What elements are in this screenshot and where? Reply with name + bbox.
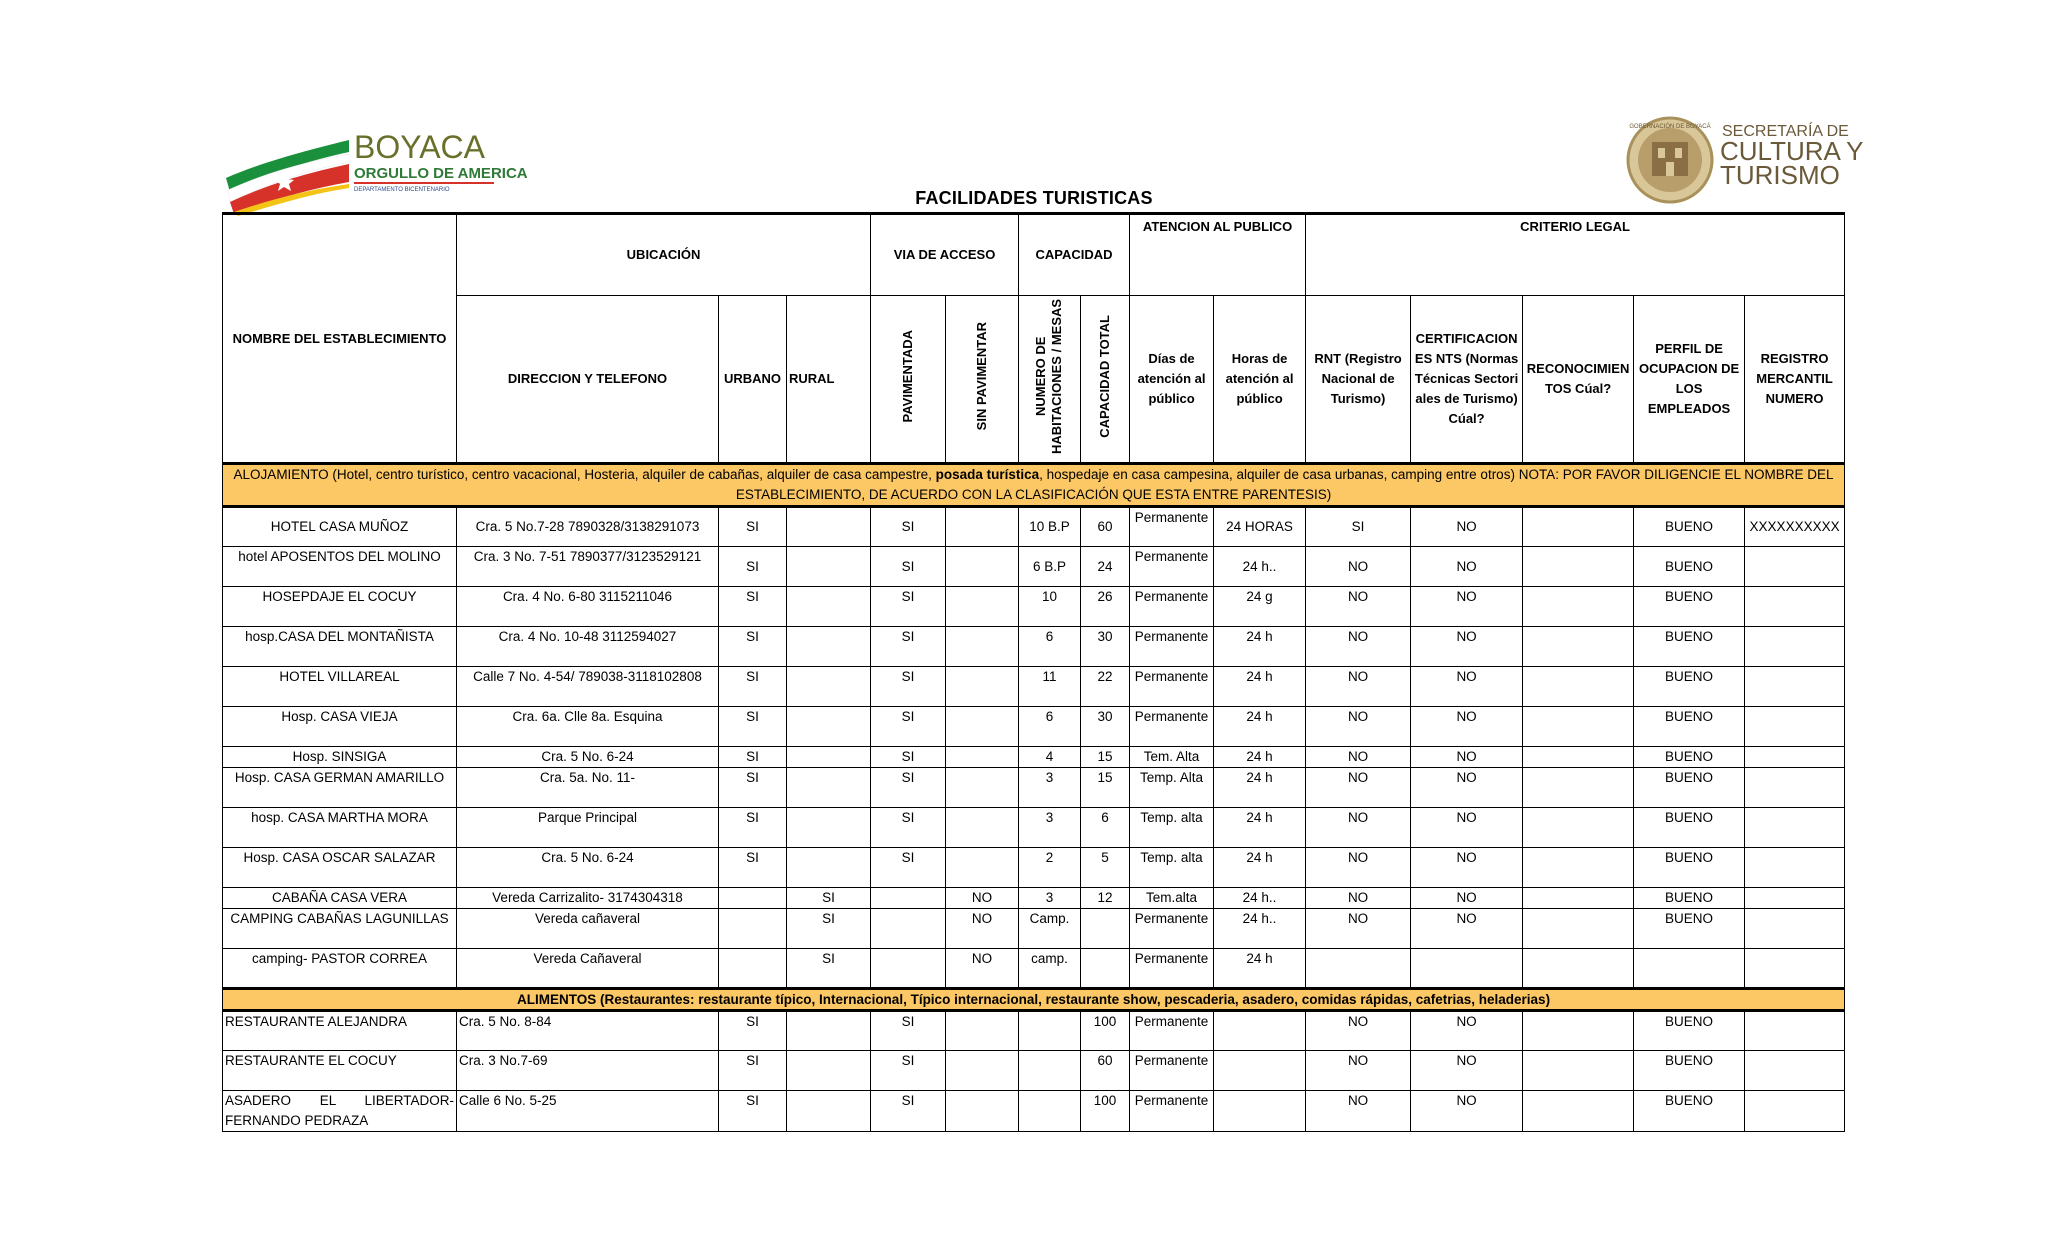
cell-urbano: SI [719, 1011, 787, 1051]
cell-sin-pavimentar [946, 507, 1019, 547]
cell-perfil: BUENO [1634, 1091, 1745, 1132]
cell-sin-pavimentar: NO [946, 909, 1019, 949]
col-criterio: CRITERIO LEGAL [1306, 214, 1845, 296]
cell-urbano [719, 888, 787, 909]
cell-nombre: CAMPING CABAÑAS LAGUNILLAS [223, 909, 457, 949]
cell-urbano: SI [719, 1091, 787, 1132]
cell-horas: 24 h [1214, 707, 1306, 747]
cell-urbano [719, 909, 787, 949]
cell-horas [1214, 1011, 1306, 1051]
cell-direccion: Cra. 5 No. 6-24 [457, 848, 719, 888]
seal-text: GOBERNACIÓN DE BOYACÁ [1629, 124, 1711, 130]
cell-nombre: hosp. CASA MARTHA MORA [223, 808, 457, 848]
cell-urbano: SI [719, 707, 787, 747]
cell-horas: 24 HORAS [1214, 507, 1306, 547]
cell-reconocimientos [1523, 888, 1634, 909]
cell-perfil: BUENO [1634, 888, 1745, 909]
cell-perfil: BUENO [1634, 587, 1745, 627]
cell-urbano: SI [719, 587, 787, 627]
cell-dias: Permanente [1130, 909, 1214, 949]
cell-capacidad-total: 30 [1081, 707, 1130, 747]
cell-registro [1745, 808, 1845, 848]
cell-urbano: SI [719, 1051, 787, 1091]
cell-urbano: SI [719, 808, 787, 848]
cell-dias: Permanente [1130, 1091, 1214, 1132]
cell-certificaciones: NO [1411, 768, 1523, 808]
cell-rnt: NO [1306, 547, 1411, 587]
cell-reconocimientos [1523, 587, 1634, 627]
cell-certificaciones: NO [1411, 848, 1523, 888]
cell-registro [1745, 667, 1845, 707]
cell-rural [787, 848, 871, 888]
cell-habitaciones: Camp. [1019, 909, 1081, 949]
cell-dias: Permanente [1130, 547, 1214, 587]
cell-certificaciones: NO [1411, 587, 1523, 627]
col-habitaciones: NUMERO DE HABITACIONES / MESAS [1019, 296, 1081, 464]
cell-certificaciones: NO [1411, 547, 1523, 587]
cell-direccion: Cra. 3 No.7-69 [457, 1051, 719, 1091]
cell-reconocimientos [1523, 667, 1634, 707]
cell-capacidad-total [1081, 949, 1130, 989]
cell-nombre: hotel APOSENTOS DEL MOLINO [223, 547, 457, 587]
secretaria-line1: SECRETARÍA DE [1722, 123, 1849, 140]
cell-dias: Permanente [1130, 707, 1214, 747]
cell-nombre: ASADERO EL LIBERTADOR- FERNANDO PEDRAZA [223, 1091, 457, 1132]
col-rural: RURAL [787, 296, 871, 464]
cell-capacidad-total: 6 [1081, 808, 1130, 848]
cell-sin-pavimentar [946, 667, 1019, 707]
cell-certificaciones: NO [1411, 747, 1523, 768]
cell-rnt: NO [1306, 808, 1411, 848]
cell-perfil: BUENO [1634, 848, 1745, 888]
cell-nombre: hosp.CASA DEL MONTAÑISTA [223, 627, 457, 667]
cell-rural [787, 587, 871, 627]
orgullo-word: ORGULLO DE AMERICA [354, 165, 528, 182]
cell-perfil: BUENO [1634, 747, 1745, 768]
cell-reconocimientos [1523, 747, 1634, 768]
cell-registro [1745, 909, 1845, 949]
cell-reconocimientos [1523, 1051, 1634, 1091]
cell-habitaciones: 3 [1019, 888, 1081, 909]
cell-dias: Permanente [1130, 1011, 1214, 1051]
cell-horas: 24 h [1214, 768, 1306, 808]
cell-dias: Permanente [1130, 949, 1214, 989]
cell-certificaciones: NO [1411, 909, 1523, 949]
cell-rnt: NO [1306, 888, 1411, 909]
cell-registro [1745, 768, 1845, 808]
cell-capacidad-total [1081, 909, 1130, 949]
cell-registro: XXXXXXXXXX [1745, 507, 1845, 547]
cell-nombre: Hosp. SINSIGA [223, 747, 457, 768]
cell-rnt: NO [1306, 747, 1411, 768]
cell-reconocimientos [1523, 768, 1634, 808]
cell-capacidad-total: 60 [1081, 507, 1130, 547]
cell-capacidad-total: 24 [1081, 547, 1130, 587]
cell-direccion: Cra. 6a. Clle 8a. Esquina [457, 707, 719, 747]
page-title: FACILIDADES TURISTICAS [915, 188, 1153, 208]
cell-habitaciones: 11 [1019, 667, 1081, 707]
cell-horas: 24 h.. [1214, 888, 1306, 909]
cell-registro [1745, 747, 1845, 768]
col-sin-pavimentar: SIN PAVIMENTAR [946, 296, 1019, 464]
table-row [223, 949, 1845, 989]
cell-horas [1214, 1051, 1306, 1091]
cell-rnt: NO [1306, 667, 1411, 707]
cell-sin-pavimentar [946, 768, 1019, 808]
col-urbano: URBANO [719, 296, 787, 464]
cell-rural [787, 1051, 871, 1091]
cell-dias: Permanente [1130, 1051, 1214, 1091]
cell-direccion: Cra. 3 No. 7-51 7890377/3123529121 [457, 547, 719, 587]
cell-capacidad-total: 5 [1081, 848, 1130, 888]
cell-rnt: NO [1306, 768, 1411, 808]
table-row [223, 627, 1845, 667]
cell-capacidad-total: 60 [1081, 1051, 1130, 1091]
cell-registro [1745, 1091, 1845, 1132]
cell-reconocimientos [1523, 949, 1634, 989]
cell-pavimentada [871, 949, 946, 989]
table-row [223, 1011, 1845, 1051]
cell-reconocimientos [1523, 1011, 1634, 1051]
cell-certificaciones: NO [1411, 808, 1523, 848]
cell-sin-pavimentar [946, 707, 1019, 747]
bicentenario-word: DEPARTAMENTO BICENTENARIO [354, 187, 450, 193]
col-certificaciones: CERTIFICACIONES NTS (Normas Técnicas Sectoriales de Turismo) Cúal? [1411, 296, 1523, 464]
cell-capacidad-total: 100 [1081, 1011, 1130, 1051]
cell-reconocimientos [1523, 707, 1634, 747]
table-row [223, 808, 1845, 848]
cell-pavimentada: SI [871, 747, 946, 768]
cell-direccion: Vereda Carrizalito- 3174304318 [457, 888, 719, 909]
cell-habitaciones [1019, 1011, 1081, 1051]
cell-nombre: RESTAURANTE ALEJANDRA [223, 1011, 457, 1051]
col-nombre: NOMBRE DEL ESTABLECIMIENTO [223, 214, 457, 464]
cell-direccion: Cra. 4 No. 6-80 3115211046 [457, 587, 719, 627]
cell-certificaciones: NO [1411, 1011, 1523, 1051]
cell-reconocimientos [1523, 627, 1634, 667]
cell-dias: Permanente [1130, 507, 1214, 547]
cell-sin-pavimentar [946, 747, 1019, 768]
cell-pavimentada: SI [871, 547, 946, 587]
cell-direccion: Vereda Cañaveral [457, 949, 719, 989]
cell-habitaciones [1019, 1051, 1081, 1091]
col-atencion: ATENCION AL PUBLICO [1130, 214, 1306, 296]
cell-rural [787, 707, 871, 747]
cell-perfil: BUENO [1634, 808, 1745, 848]
cell-registro [1745, 888, 1845, 909]
cell-nombre: HOTEL CASA MUÑOZ [223, 507, 457, 547]
cell-direccion: Parque Principal [457, 808, 719, 848]
cell-certificaciones: NO [1411, 507, 1523, 547]
cell-registro [1745, 949, 1845, 989]
cell-perfil: BUENO [1634, 507, 1745, 547]
cell-habitaciones: 3 [1019, 808, 1081, 848]
cell-pavimentada: SI [871, 587, 946, 627]
cell-horas: 24 h [1214, 667, 1306, 707]
cell-perfil: BUENO [1634, 667, 1745, 707]
table-row [223, 1091, 1845, 1132]
boyaca-word: BOYACA [354, 129, 485, 165]
cell-sin-pavimentar: NO [946, 949, 1019, 989]
cell-certificaciones: NO [1411, 888, 1523, 909]
cell-sin-pavimentar [946, 587, 1019, 627]
table-row [223, 909, 1845, 949]
cell-rural: SI [787, 888, 871, 909]
cell-rural [787, 747, 871, 768]
cell-horas: 24 g [1214, 587, 1306, 627]
cell-pavimentada: SI [871, 1051, 946, 1091]
cell-rnt: NO [1306, 848, 1411, 888]
cell-reconocimientos [1523, 909, 1634, 949]
cell-perfil: BUENO [1634, 768, 1745, 808]
cell-rnt: NO [1306, 587, 1411, 627]
table-row [223, 768, 1845, 808]
cell-direccion: Cra. 5 No. 6-24 [457, 747, 719, 768]
cell-nombre: Hosp. CASA GERMAN AMARILLO [223, 768, 457, 808]
cell-pavimentada: SI [871, 1011, 946, 1051]
cell-capacidad-total: 26 [1081, 587, 1130, 627]
cell-reconocimientos [1523, 808, 1634, 848]
cell-dias: Permanente [1130, 587, 1214, 627]
cell-certificaciones [1411, 949, 1523, 989]
cell-sin-pavimentar [946, 1091, 1019, 1132]
tourism-facilities-table [222, 212, 1845, 1132]
cell-rnt [1306, 949, 1411, 989]
cell-reconocimientos [1523, 848, 1634, 888]
col-via: VIA DE ACCESO [871, 214, 1019, 296]
cell-sin-pavimentar [946, 547, 1019, 587]
col-horas: Horas de atención al público [1214, 296, 1306, 464]
cell-perfil: BUENO [1634, 547, 1745, 587]
table-row [223, 507, 1845, 547]
cell-rural [787, 547, 871, 587]
cell-habitaciones: 10 B.P [1019, 507, 1081, 547]
cell-pavimentada: SI [871, 627, 946, 667]
cell-registro [1745, 627, 1845, 667]
cell-certificaciones: NO [1411, 627, 1523, 667]
cell-certificaciones: NO [1411, 667, 1523, 707]
cell-registro [1745, 1011, 1845, 1051]
cell-horas: 24 h.. [1214, 547, 1306, 587]
table-row [223, 888, 1845, 909]
secretaria-line3: TURISMO [1720, 160, 1840, 190]
cell-perfil: BUENO [1634, 1011, 1745, 1051]
cell-rnt: NO [1306, 707, 1411, 747]
table-row [223, 547, 1845, 587]
cell-habitaciones: 2 [1019, 848, 1081, 888]
cell-urbano: SI [719, 747, 787, 768]
cell-certificaciones: NO [1411, 1051, 1523, 1091]
cell-capacidad-total: 100 [1081, 1091, 1130, 1132]
cell-dias: Permanente [1130, 667, 1214, 707]
col-perfil: PERFIL DE OCUPACION DE LOS EMPLEADOS [1634, 296, 1745, 464]
cell-sin-pavimentar [946, 848, 1019, 888]
cell-direccion: Cra. 5 No.7-28 7890328/3138291073 [457, 507, 719, 547]
cell-habitaciones: 4 [1019, 747, 1081, 768]
cell-direccion: Cra. 4 No. 10-48 3112594027 [457, 627, 719, 667]
cell-registro [1745, 848, 1845, 888]
cell-habitaciones: 6 [1019, 627, 1081, 667]
cell-direccion: Cra. 5 No. 8-84 [457, 1011, 719, 1051]
cell-perfil: BUENO [1634, 1051, 1745, 1091]
cell-certificaciones: NO [1411, 1091, 1523, 1132]
cell-urbano: SI [719, 507, 787, 547]
section-alimentos: ALIMENTOS (Restaurantes: restaurante típico, Internacional, Típico internacional, restaurante show, pescaderia, asadero, comidas rápidas, cafetrias, heladerias) [223, 989, 1845, 1011]
cell-rural [787, 1011, 871, 1051]
table-row [223, 848, 1845, 888]
cell-pavimentada: SI [871, 1091, 946, 1132]
cell-pavimentada: SI [871, 768, 946, 808]
cell-registro [1745, 1051, 1845, 1091]
cell-dias: Temp. Alta [1130, 768, 1214, 808]
table-row [223, 667, 1845, 707]
cell-urbano: SI [719, 547, 787, 587]
cell-urbano: SI [719, 848, 787, 888]
cell-rural [787, 808, 871, 848]
cell-capacidad-total: 15 [1081, 747, 1130, 768]
cell-sin-pavimentar [946, 808, 1019, 848]
cell-capacidad-total: 30 [1081, 627, 1130, 667]
cell-certificaciones: NO [1411, 707, 1523, 747]
col-capacidad: CAPACIDAD [1019, 214, 1130, 296]
cell-nombre: camping- PASTOR CORREA [223, 949, 457, 989]
table-row [223, 1051, 1845, 1091]
cell-direccion: Calle 6 No. 5-25 [457, 1091, 719, 1132]
cell-habitaciones: 10 [1019, 587, 1081, 627]
col-ubicacion: UBICACIÓN [457, 214, 871, 296]
cell-registro [1745, 707, 1845, 747]
col-pavimentada: PAVIMENTADA [871, 296, 946, 464]
col-rnt: RNT (Registro Nacional de Turismo) [1306, 296, 1411, 464]
cell-horas: 24 h [1214, 627, 1306, 667]
cell-perfil: BUENO [1634, 909, 1745, 949]
col-reconocimientos: RECONOCIMIENTOS Cúal? [1523, 296, 1634, 464]
cell-dias: Tem. Alta [1130, 747, 1214, 768]
cell-perfil [1634, 949, 1745, 989]
cell-horas: 24 h [1214, 848, 1306, 888]
cell-horas [1214, 1091, 1306, 1132]
cell-rural [787, 768, 871, 808]
cell-capacidad-total: 22 [1081, 667, 1130, 707]
cell-nombre: Hosp. CASA OSCAR SALAZAR [223, 848, 457, 888]
cell-direccion: Cra. 5a. No. 11- [457, 768, 719, 808]
cell-urbano: SI [719, 768, 787, 808]
cell-pavimentada: SI [871, 808, 946, 848]
cell-rural [787, 667, 871, 707]
cell-capacidad-total: 12 [1081, 888, 1130, 909]
cell-nombre: CABAÑA CASA VERA [223, 888, 457, 909]
cell-horas: 24 h.. [1214, 909, 1306, 949]
cell-reconocimientos [1523, 507, 1634, 547]
cell-rnt: NO [1306, 627, 1411, 667]
cell-sin-pavimentar [946, 627, 1019, 667]
cell-perfil: BUENO [1634, 627, 1745, 667]
cell-habitaciones: 6 B.P [1019, 547, 1081, 587]
cell-capacidad-total: 15 [1081, 768, 1130, 808]
cell-pavimentada [871, 888, 946, 909]
cell-rural: SI [787, 909, 871, 949]
cell-rural [787, 1091, 871, 1132]
cell-urbano: SI [719, 667, 787, 707]
secretaria-line2: CULTURA Y [1720, 136, 1864, 166]
cell-reconocimientos [1523, 547, 1634, 587]
cell-pavimentada: SI [871, 848, 946, 888]
cell-rnt: SI [1306, 507, 1411, 547]
cell-habitaciones: 3 [1019, 768, 1081, 808]
cell-habitaciones [1019, 1091, 1081, 1132]
cell-habitaciones: camp. [1019, 949, 1081, 989]
cell-dias: Permanente [1130, 627, 1214, 667]
cell-urbano: SI [719, 627, 787, 667]
cell-registro [1745, 587, 1845, 627]
cell-dias: Temp. alta [1130, 848, 1214, 888]
cell-rural [787, 507, 871, 547]
section-alojamiento: ALOJAMIENTO (Hotel, centro turístico, centro vacacional, Hosteria, alquiler de cabañas, alquiler de casa campestre, posada turística, hospedaje en casa campesina, alquiler de casa urbanas, camping entre otros) NOTA: POR FAVOR DILIGENCIE EL NOMBRE DEL ESTABLECIMIENTO, DE ACUERDO CON LA CLASIFICACIÓN QUE ESTA ENTRE PARENTESIS) [223, 464, 1845, 507]
cell-horas: 24 h [1214, 747, 1306, 768]
cell-pavimentada: SI [871, 707, 946, 747]
cell-nombre: HOSEPDAJE EL COCUY [223, 587, 457, 627]
cell-rnt: NO [1306, 1011, 1411, 1051]
cell-rural [787, 627, 871, 667]
cell-sin-pavimentar [946, 1011, 1019, 1051]
cell-nombre: Hosp. CASA VIEJA [223, 707, 457, 747]
cell-perfil: BUENO [1634, 707, 1745, 747]
cell-sin-pavimentar: NO [946, 888, 1019, 909]
cell-nombre: HOTEL VILLAREAL [223, 667, 457, 707]
cell-rnt: NO [1306, 909, 1411, 949]
cell-direccion: Calle 7 No. 4-54/ 789038-3118102808 [457, 667, 719, 707]
cell-pavimentada: SI [871, 667, 946, 707]
table-row [223, 587, 1845, 627]
cell-direccion: Vereda cañaveral [457, 909, 719, 949]
cell-nombre: RESTAURANTE EL COCUY [223, 1051, 457, 1091]
col-direccion: DIRECCION Y TELEFONO [457, 296, 719, 464]
cell-sin-pavimentar [946, 1051, 1019, 1091]
cell-pavimentada: SI [871, 507, 946, 547]
cell-dias: Tem.alta [1130, 888, 1214, 909]
cell-horas: 24 h [1214, 949, 1306, 989]
col-registro: REGISTRO MERCANTIL NUMERO [1745, 296, 1845, 464]
cell-urbano [719, 949, 787, 989]
cell-registro [1745, 547, 1845, 587]
cell-pavimentada [871, 909, 946, 949]
table-row [223, 707, 1845, 747]
cell-habitaciones: 6 [1019, 707, 1081, 747]
table-row [223, 747, 1845, 768]
cell-rnt: NO [1306, 1091, 1411, 1132]
col-capacidad-total: CAPACIDAD TOTAL [1081, 296, 1130, 464]
cell-rnt: NO [1306, 1051, 1411, 1091]
cell-reconocimientos [1523, 1091, 1634, 1132]
cell-rural: SI [787, 949, 871, 989]
cell-horas: 24 h [1214, 808, 1306, 848]
col-dias: Días de atención al público [1130, 296, 1214, 464]
cell-dias: Temp. alta [1130, 808, 1214, 848]
